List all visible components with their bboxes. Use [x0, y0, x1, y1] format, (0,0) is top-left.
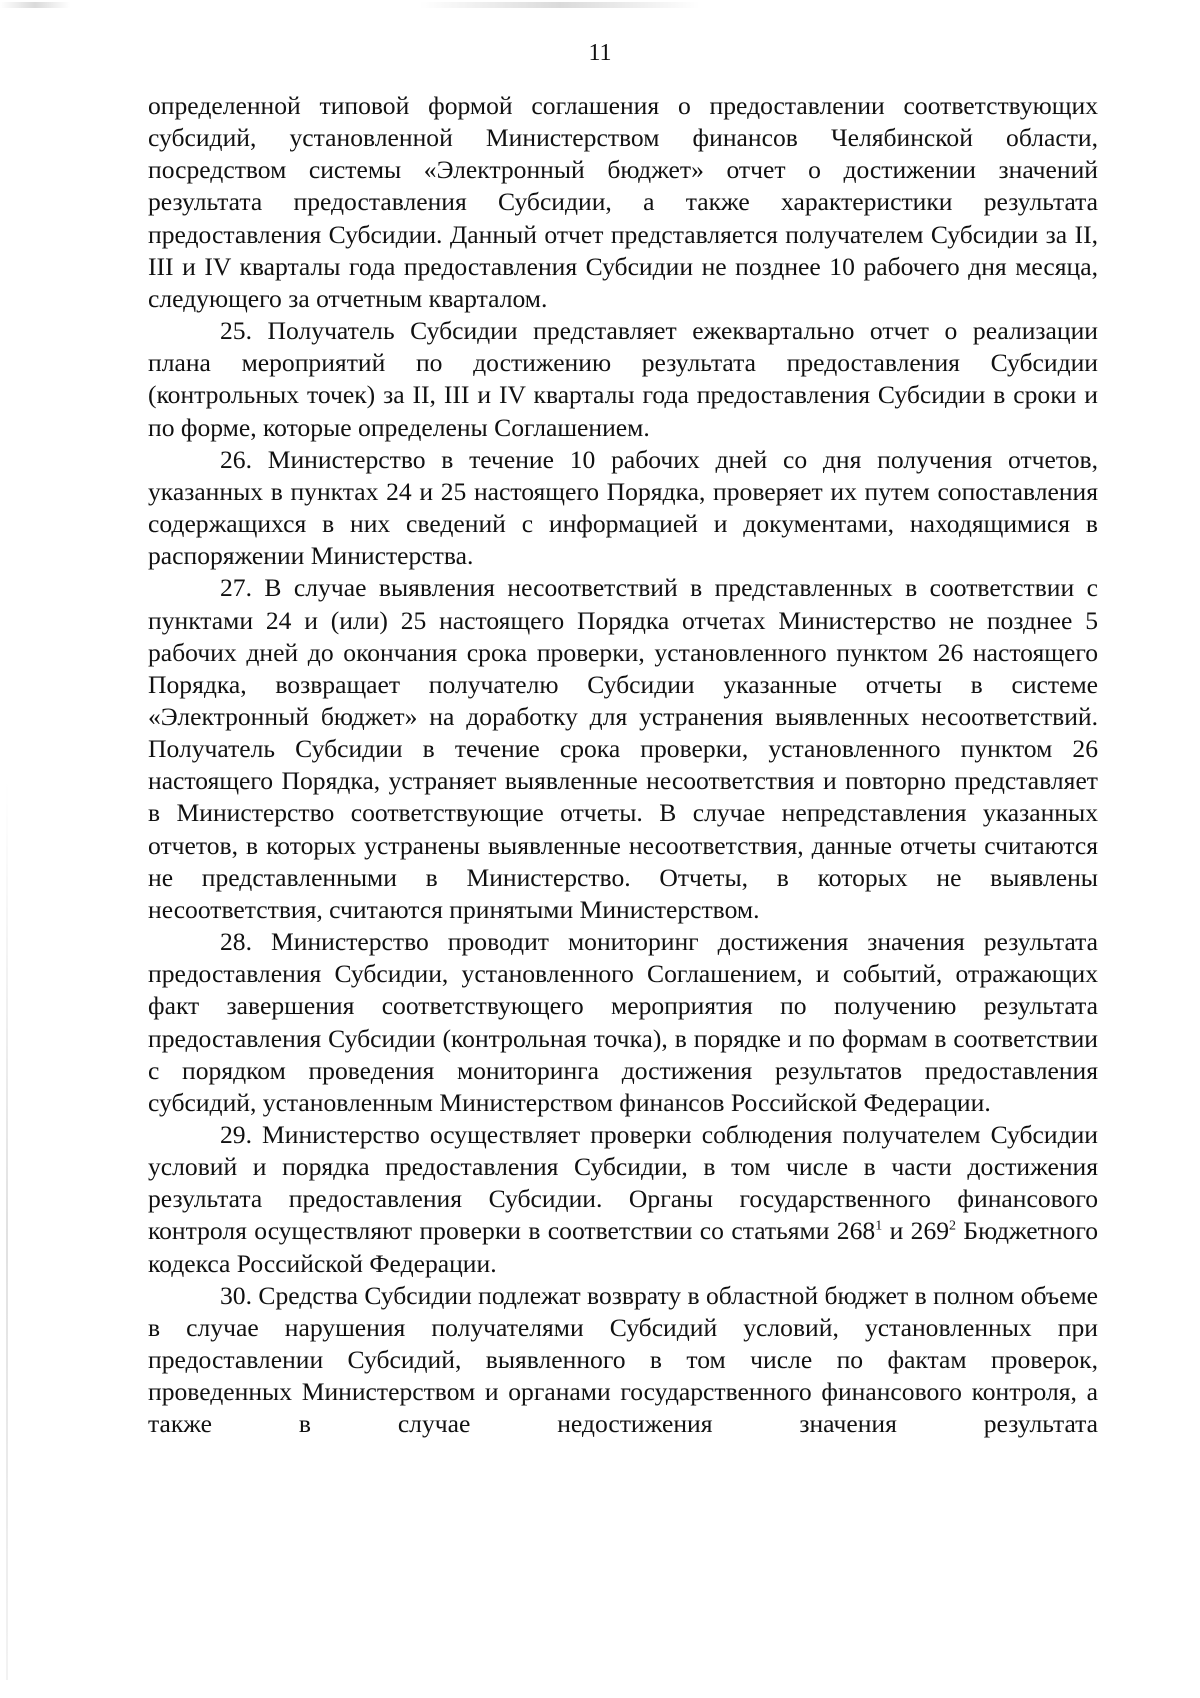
scan-artifact-top — [0, 0, 1200, 14]
scan-artifact-left — [6, 780, 8, 1680]
paragraph-25: 25. Получатель Субсидии представляет ежеквартально отчет о реализации плана мероприятий по достижению результата предоставления Субсидии (контрольных точек) за II, III и IV кварталы года предоставления Субсидии в сроки и по форме, которые определены Соглашением. — [148, 316, 1098, 442]
paragraph-28: 28. Министерство проводит мониторинг достижения значения результата предоставления Субсидии, установленного Соглашением, и событий, отражающих факт завершения соответствующего мероприятия по получению результата предоставления Субсидии (контрольная точка), в порядке и по формам в соответствии с порядком проведения мониторинга достижения результатов предоставления субсидий, установленным Министерством финансов Российской Федерации. — [148, 927, 1098, 1117]
paragraph-29 — [148, 1119, 1098, 1280]
article-269-superscript: 2 — [949, 1218, 957, 1234]
paragraph-29-text-before: 29. Министерство осуществляет проверки соблюдения получателем Субсидии условий и порядка предоставления Субсидии, в том числе в части достижения результата предоставления Субсидии. Органы государственного финансового контроля осуществляют проверки в соответствии со статьями 268 — [148, 1120, 1098, 1246]
paragraph-29-text-after: Бюджетного кодекса Российской Федерации. — [148, 1216, 1099, 1278]
paragraph-24-continued: определенной типовой формой соглашения о предоставлении соответствующих субсидий, установленной Министерством финансов Челябинской области, посредством системы «Электронный бюджет» отчет о достижении значений результата предоставления Субсидии, а также характеристики результата предоставления Субсидии. Данный отчет представляется получателем Субсидии за II, III и IV кварталы года предоставления Субсидии не позднее 10 рабочего дня месяца, следующего за отчетным кварталом. — [148, 91, 1098, 313]
paragraph-27: 27. В случае выявления несоответствий в представленных в соответствии с пунктами 24 и (или) 25 настоящего Порядка отчетах Министерство не позднее 5 рабочих дней до окончания срока проверки, установленного пунктом 26 настоящего Порядка, возвращает получателю Субсидии указанные отчеты в системе «Электронный бюджет» на доработку для устранения выявленных несоответствий. Получатель Субсидии в течение срока проверки, установленного пунктом 26 настоящего Порядка, устраняет выявленные несоответствия и повторно представляет в Министерство соответствующие отчеты. В случае непредставления указанных отчетов, в которых устранены выявленные несоответствия, данные отчеты считаются не представленными в Министерство. Отчеты, в которых не выявлены несоответствия, считаются принятыми Министерством. — [148, 573, 1098, 924]
paragraph-26: 26. Министерство в течение 10 рабочих дней со дня получения отчетов, указанных в пунктах 24 и 25 настоящего Порядка, проверяет их путем сопоставления содержащихся в них сведений с информацией и документами, находящимися в распоряжении Министерства. — [148, 444, 1098, 571]
paragraph-30: 30. Средства Субсидии подлежат возврату в областной бюджет в полном объеме в случае нарушения получателями Субсидий условий, установленных при предоставлении Субсидий, выявленного в том числе по фактам проверок, проведенных Министерством и органами государственного финансового контроля, а также в случае недостижения значения результата — [148, 1280, 1098, 1439]
paragraph-29-text-middle: и 269 — [882, 1216, 950, 1246]
page-number: 11 — [588, 40, 612, 66]
document-body — [148, 90, 1098, 1441]
article-268-superscript: 1 — [875, 1218, 883, 1234]
